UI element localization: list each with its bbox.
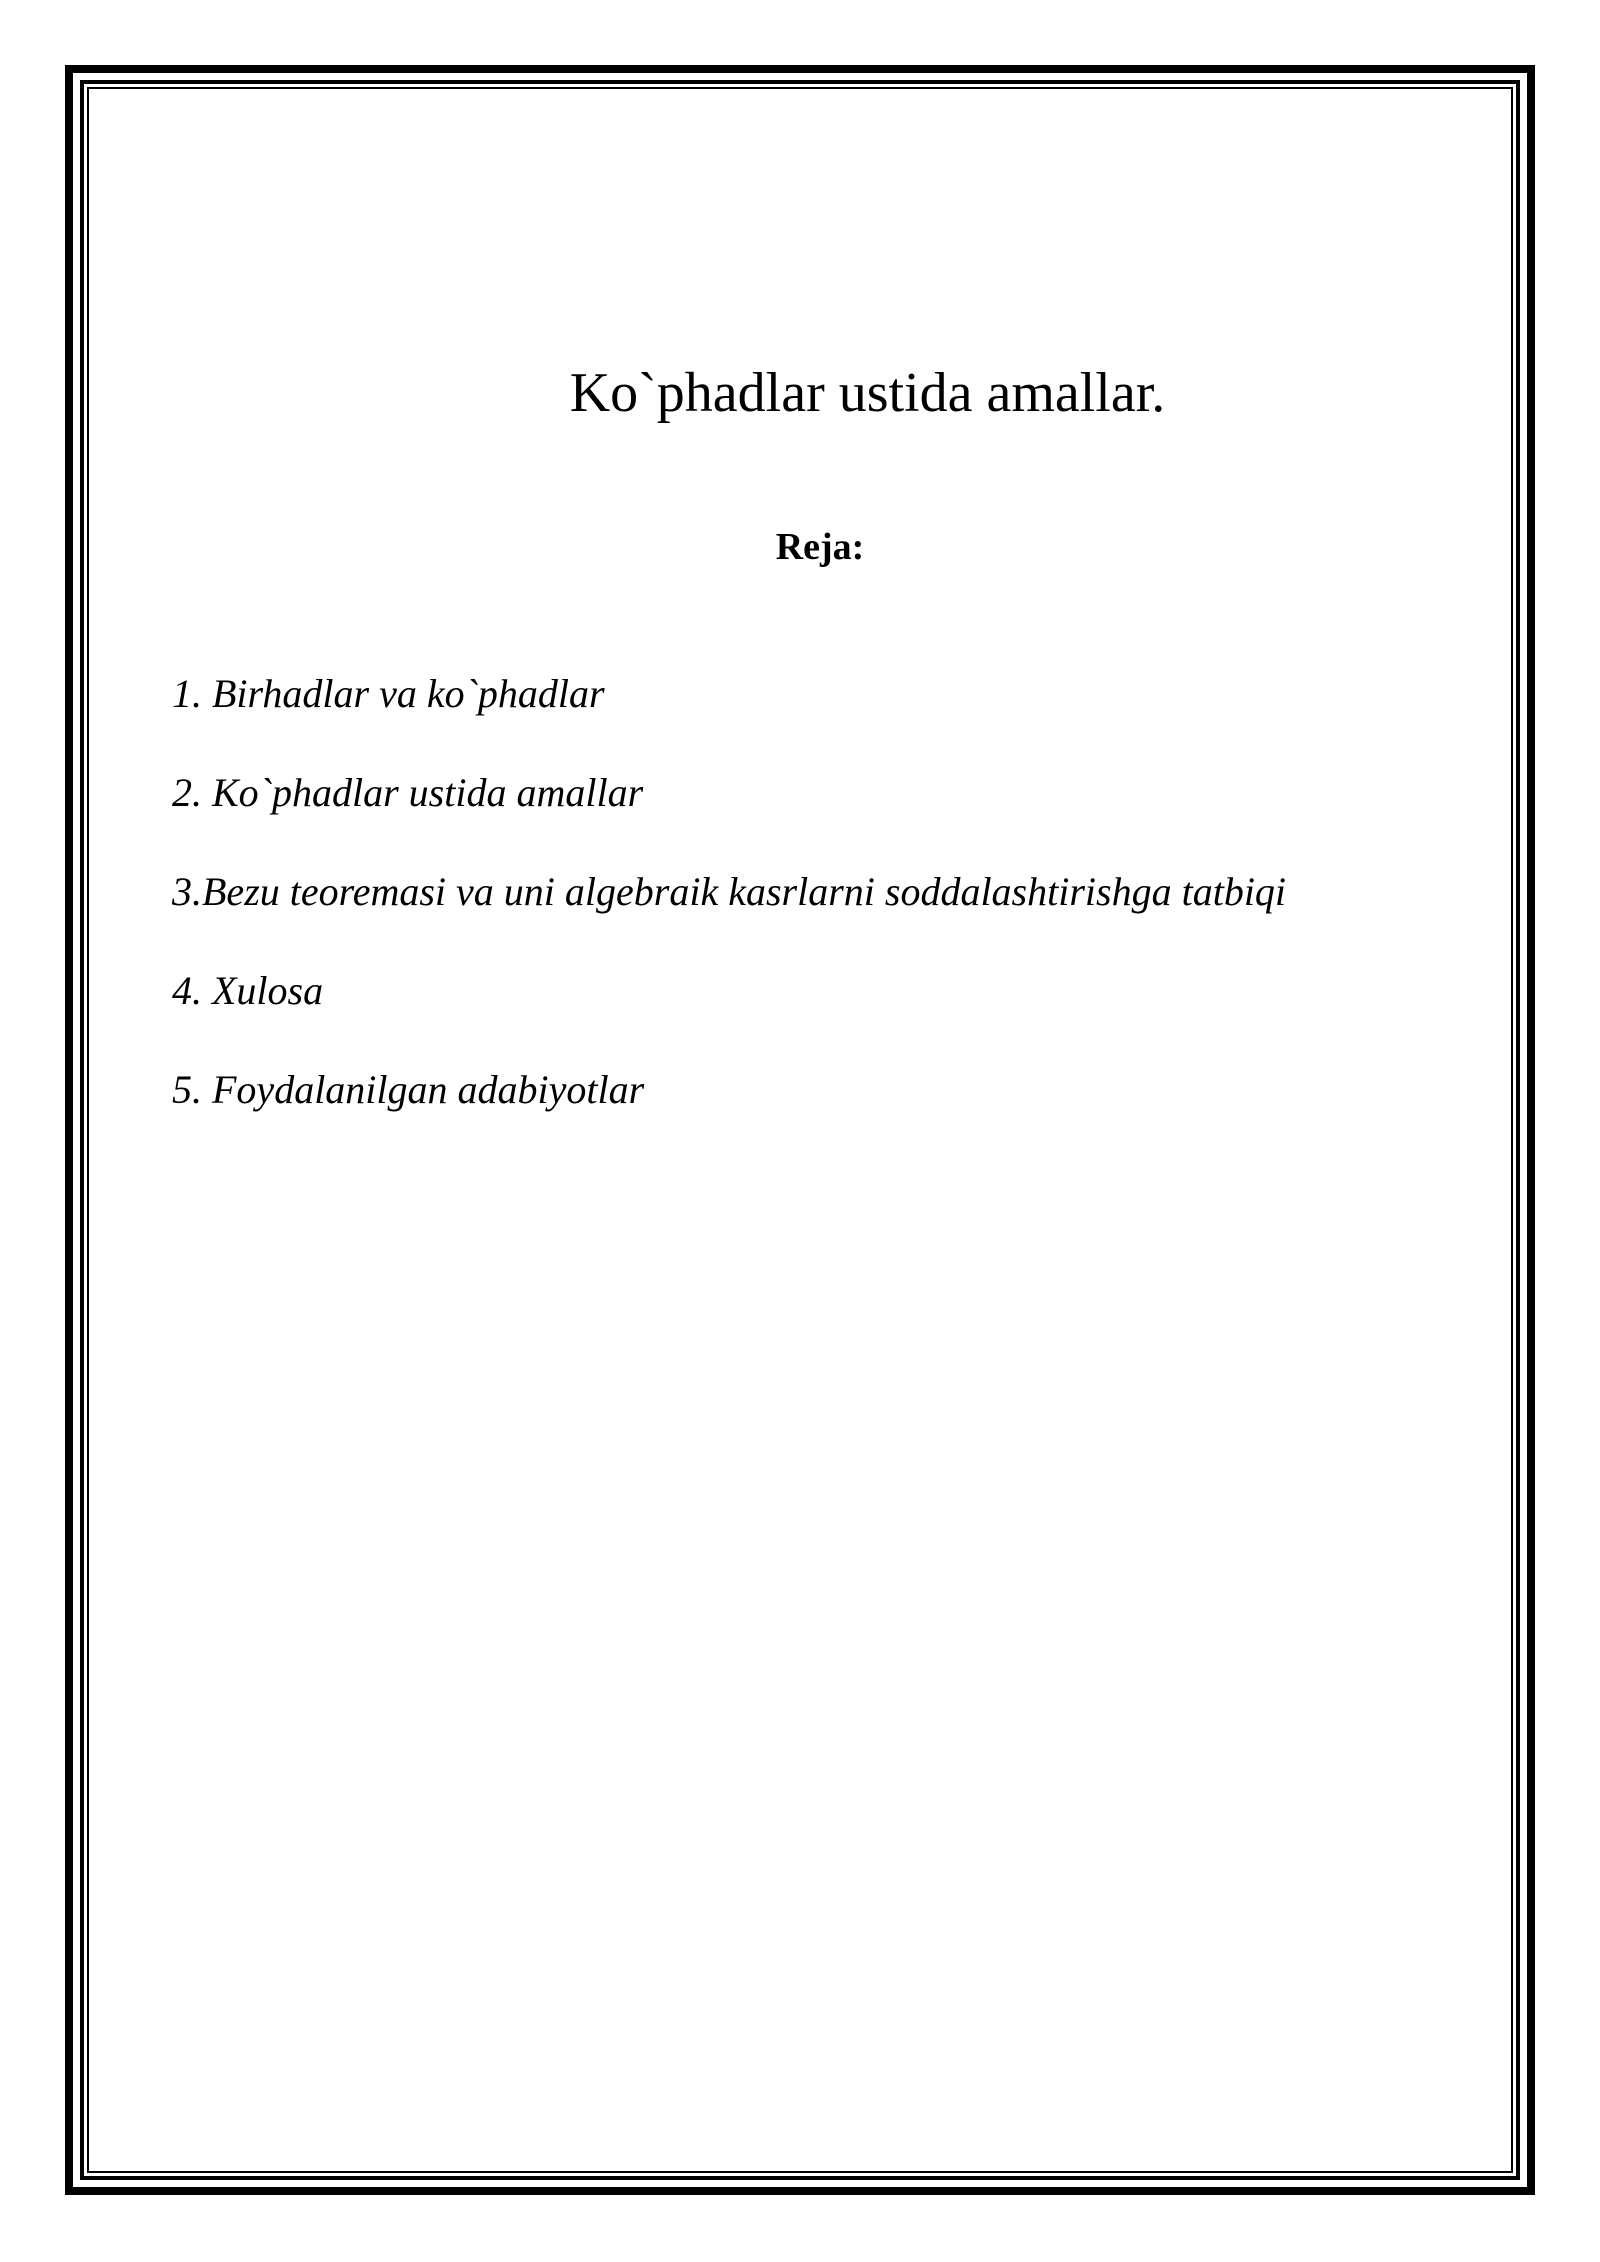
document-title: Ko`phadlar ustida amallar. [569, 362, 1166, 424]
plan-item: 4. Xulosa [172, 968, 324, 1013]
plan-item: 5. Foydalanilgan adabiyotlar [172, 1067, 645, 1112]
plan-item: 3.Bezu teoremasi va uni algebraik kasrlarni soddalashtirishga tatbiqi [172, 869, 1287, 914]
plan-item: 2. Ko`phadlar ustida amallar [172, 770, 644, 815]
plan-item: 1. Birhadlar va ko`phadlar [172, 671, 605, 716]
plan-heading: Reja: [775, 526, 865, 568]
plan-list [172, 670, 1286, 1165]
